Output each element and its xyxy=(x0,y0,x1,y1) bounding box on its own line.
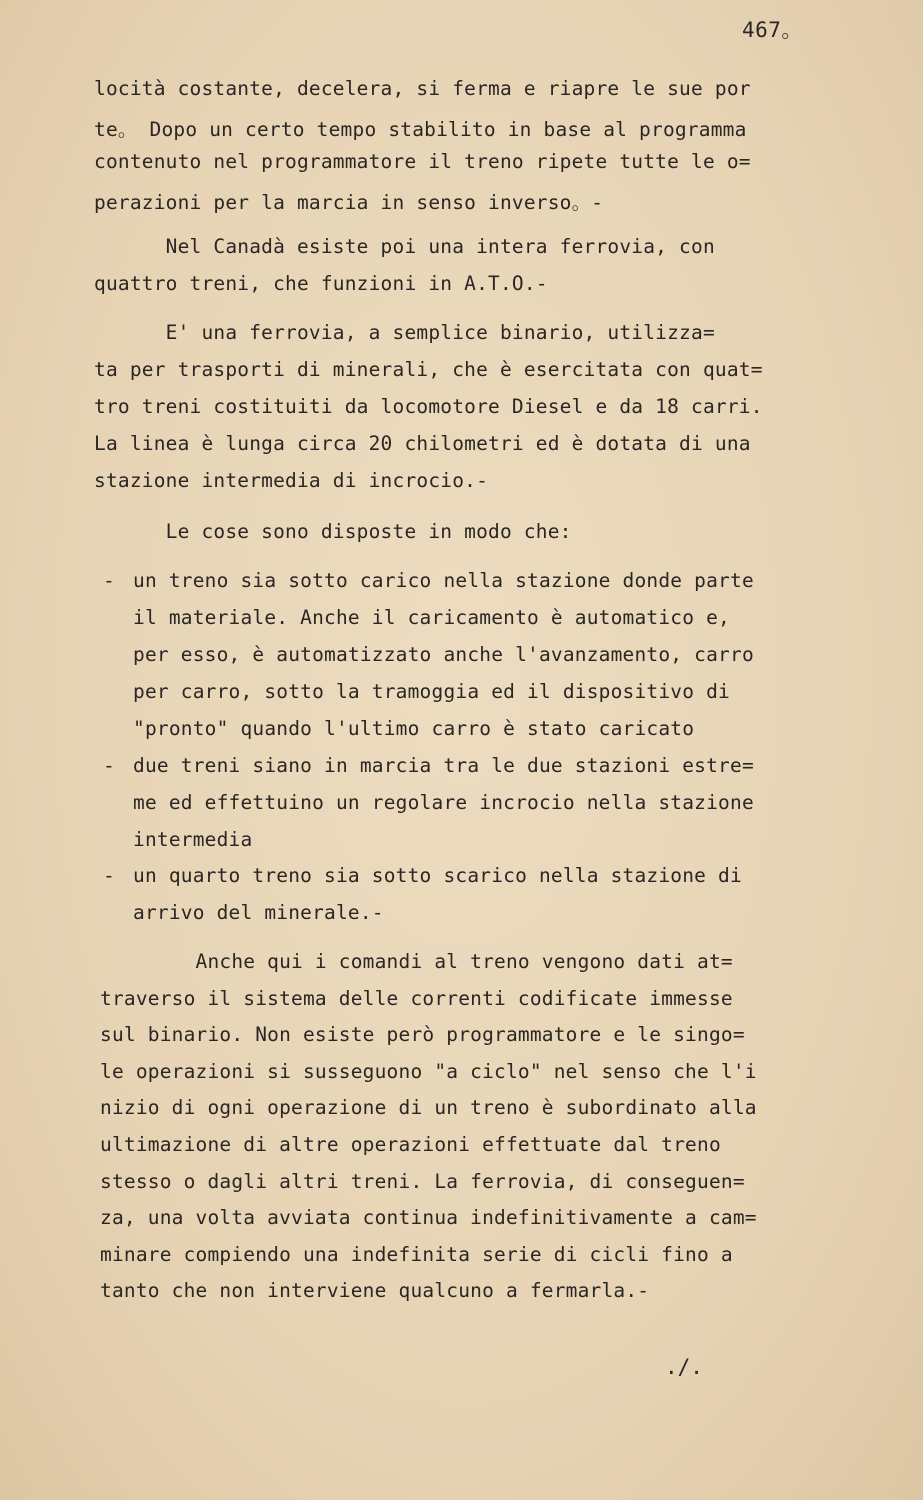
list-dash: - xyxy=(103,569,115,592)
paragraph-4 xyxy=(94,520,572,557)
continuation-mark: ./. xyxy=(665,1355,703,1379)
text-line: me ed effettuino un regolare incrocio nella stazione xyxy=(133,791,754,814)
text-line: stesso o dagli altri treni. La ferrovia, di conseguen= xyxy=(100,1169,745,1193)
paragraph-2 xyxy=(94,235,715,309)
text-line: le operazioni si susseguono "a ciclo" nel senso che l'i xyxy=(100,1059,757,1083)
text-line: traverso il sistema delle correnti codificate immesse xyxy=(100,986,733,1010)
text-line: tro treni costituiti da locomotore Diesel e da 18 carri. xyxy=(94,395,763,418)
text-line: Le cose sono disposte in modo che: xyxy=(94,520,572,543)
text-line: un quarto treno sia sotto scarico nella stazione di xyxy=(133,864,742,887)
text-line: quattro treni, che funzioni in A.T.O.- xyxy=(94,272,548,295)
text-line: un treno sia sotto carico nella stazione donde parte xyxy=(133,569,754,592)
page-number: 467。 xyxy=(742,18,803,42)
list-dash: - xyxy=(103,864,115,887)
list-dash: - xyxy=(103,754,115,777)
text-line: E' una ferrovia, a semplice binario, utilizza= xyxy=(94,321,715,344)
closing-paragraph xyxy=(100,950,757,1316)
text-line: tanto che non interviene qualcuno a fermarla.- xyxy=(100,1279,650,1303)
text-line: contenuto nel programmatore il treno ripete tutte le o= xyxy=(94,150,751,173)
text-line: ta per trasporti di minerali, che è esercitata con quat= xyxy=(94,358,763,381)
text-line: te。 Dopo un certo tempo stabilito in base al programma xyxy=(94,117,747,141)
text-line: minare compiendo una indefinita serie di cicli fino a xyxy=(100,1242,733,1266)
text-line: ultimazione di altre operazioni effettuate dal treno xyxy=(100,1132,721,1156)
paragraph-3 xyxy=(94,321,763,506)
text-line: due treni siano in marcia tra le due stazioni estre= xyxy=(133,754,754,777)
paragraph-1 xyxy=(94,77,751,223)
text-line: locità costante, decelera, si ferma e riapre le sue por xyxy=(94,77,751,100)
text-line: stazione intermedia di incrocio.- xyxy=(94,469,489,492)
text-line: arrivo del minerale.- xyxy=(133,901,384,924)
list-item xyxy=(103,569,803,754)
text-line: La linea è lunga circa 20 chilometri ed è dotata di una xyxy=(94,432,751,455)
list-item xyxy=(103,754,803,865)
text-line: il materiale. Anche il caricamento è automatico e, xyxy=(133,606,730,629)
text-line: intermedia xyxy=(133,828,253,851)
text-line: nizio di ogni operazione di un treno è subordinato alla xyxy=(100,1096,757,1120)
text-line: Nel Canadà esiste poi una intera ferrovia, con xyxy=(94,235,715,258)
text-line: "pronto" quando l'ultimo carro è stato caricato xyxy=(133,717,695,740)
list-item xyxy=(103,864,803,938)
text-line: za, una volta avviata continua indefinitivamente a cam= xyxy=(100,1206,757,1230)
text-line: per carro, sotto la tramoggia ed il dispositivo di xyxy=(133,680,730,703)
text-line: sul binario. Non esiste però programmatore e le singo= xyxy=(100,1023,745,1047)
text-line: per esso, è automatizzato anche l'avanzamento, carro xyxy=(133,643,754,666)
text-line: perazioni per la marcia in senso inverso。- xyxy=(94,190,604,214)
text-line: Anche qui i comandi al treno vengono dati at= xyxy=(100,950,733,973)
